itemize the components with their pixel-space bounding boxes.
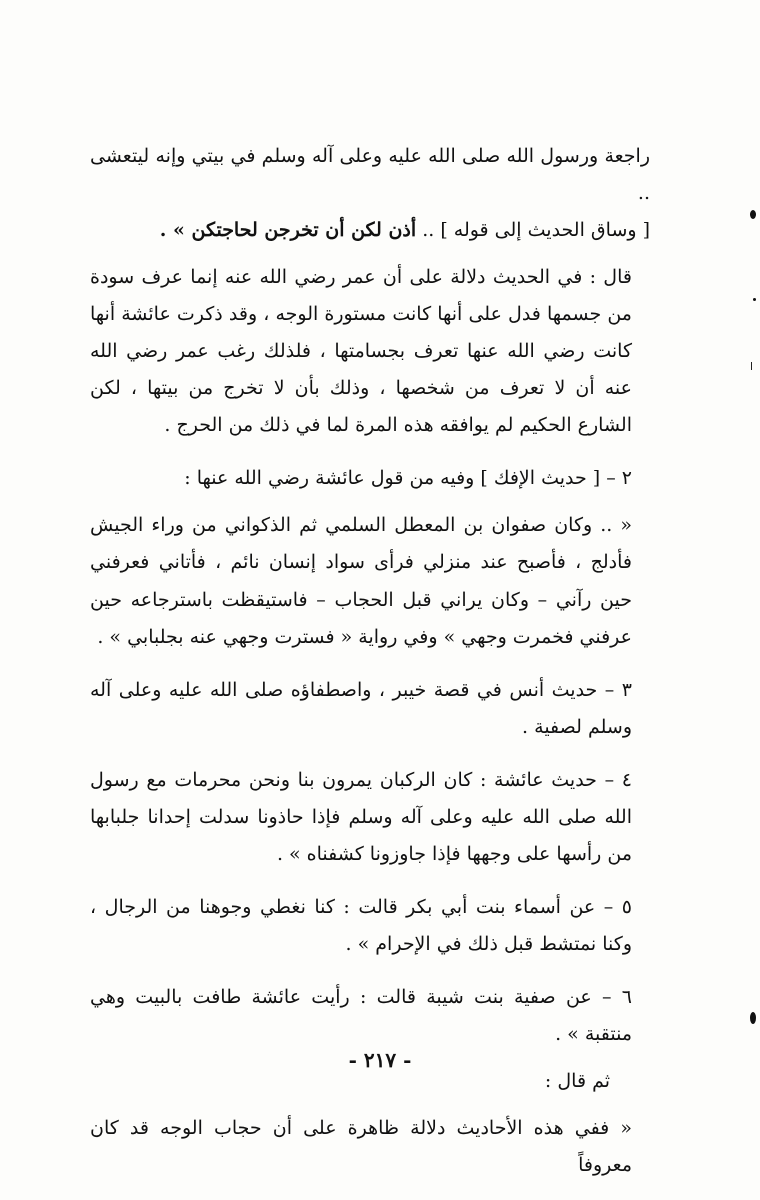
narration-quote-bold: أذن لكن أن تخرجن لحاجتكن » .	[159, 219, 417, 242]
margin-tick	[751, 362, 752, 370]
page-number: - ٢١٧ -	[348, 1048, 412, 1072]
narration-lead: [ وساق الحديث إلى قوله ] ..	[416, 219, 650, 242]
body-text	[90, 138, 650, 1200]
item-4: ٤ – حديث عائشة : كان الركبان يمرون بنا ونحن محرمات مع رسول الله صلى الله عليه وعلى آله وسلم فإذا حاذونا سدلت إحدانا جلبابها من رأسها على وجهها فإذا جاوزونا كشفناه » .	[90, 768, 632, 865]
margin-marks	[740, 0, 760, 1185]
item-6: ٦ – عن صفية بنت شيبة قالت : رأيت عائشة طافت بالبيت وهي منتقبة » .	[90, 985, 632, 1045]
item-2-quote: « .. وكان صفوان بن المعطل السلمي ثم الذكواني من وراء الجيش فأدلج ، فأصبح عند منزلي فرأى سواد إنسان نائم ، فأتاني فعرفني حين رآني – وكان يراني قبل الحجاب – فاستيقظت باسترجاعه حين عرفني فخمرت وجهي » وفي رواية « فسترت وجهي عنه بجلبابي » .	[90, 514, 632, 648]
margin-dot	[753, 298, 756, 301]
closing-quote: « ففي هذه الأحاديث دلالة ظاهرة على أن حجاب الوجه قد كان معروفاً	[90, 1117, 632, 1177]
item-3: ٣ – حديث أنس في قصة خيبر ، واصطفاؤه صلى الله عليه وعلى آله وسلم لصفية .	[90, 678, 632, 738]
narration-line	[90, 212, 650, 249]
continuation-line: راجعة ورسول الله صلى الله عليه وعلى آله وسلم في بيتي وإنه ليتعشى ..	[90, 145, 650, 205]
commentary-paragraph: قال : في الحديث دلالة على أن عمر رضي الله عنه إنما عرف سودة من جسمها فدل على أنها كانت مستورة الوجه ، وقد ذكرت عائشة أنها كانت رضي الله عنها تعرف بجسامتها ، فلذلك رغب عمر رضي الله عنه أن لا تعرف من شخصها ، وذلك بأن لا تخرج من بيتها ، لكن الشارع الحكيم لم يوافقه هذه المرة لما في ذلك من الحرج .	[90, 266, 632, 437]
continuation-paragraph	[90, 138, 650, 249]
then-said-line: ثم قال :	[544, 1070, 610, 1093]
margin-dot	[750, 1012, 756, 1024]
item-2-heading: ٢ – [ حديث الإفك ] وفيه من قول عائشة رضي الله عنها :	[184, 467, 632, 490]
margin-dot	[750, 210, 756, 219]
item-5: ٥ – عن أسماء بنت أبي بكر قالت : كنا نغطي وجوهنا من الرجال ، وكنا نمتشط قبل ذلك في الإحرام » .	[90, 895, 632, 955]
